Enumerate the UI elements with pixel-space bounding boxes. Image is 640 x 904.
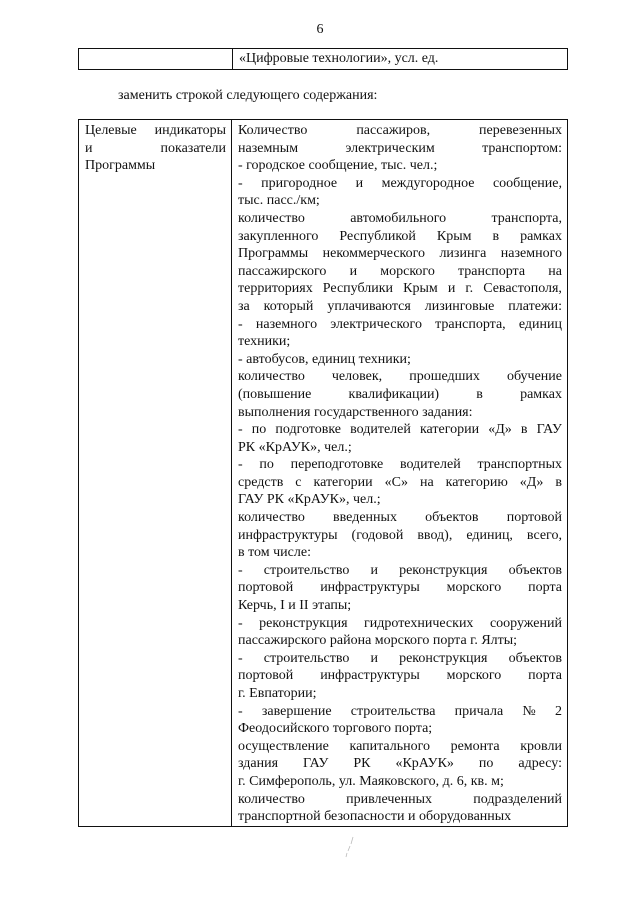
- content-word: некоммерческого: [322, 246, 426, 262]
- content-line: [238, 298, 562, 316]
- content-word: осуществление: [238, 738, 329, 754]
- content-line: [238, 280, 562, 298]
- content-word: перевезенных: [479, 123, 562, 138]
- content-word: реконструкция: [399, 650, 488, 666]
- content-word: рамках: [520, 228, 562, 244]
- content-word: транспортом:: [482, 140, 562, 156]
- content-word: переподготовке: [290, 457, 384, 473]
- content-word: порта: [528, 668, 562, 684]
- content-word: платежи:: [508, 298, 562, 314]
- content-word: территориях: [238, 281, 313, 297]
- content-word: Республикой: [339, 228, 416, 244]
- content-word: «С»: [384, 474, 408, 490]
- content-word: и: [447, 281, 456, 297]
- content-word: кровли: [520, 738, 562, 754]
- content-line: Керчь, I и II этапы;: [238, 598, 352, 614]
- content-line: - городское сообщение, тыс. чел.;: [238, 158, 438, 174]
- content-word: лизинговые: [424, 298, 495, 314]
- content-word: «Д»: [488, 422, 512, 438]
- content-word: портовой: [238, 580, 294, 596]
- content-line: г. Симферополь, ул. Маяковского, д. 6, кв. м;: [238, 773, 504, 789]
- content-word: строительство: [263, 650, 350, 666]
- content-word: Программы: [238, 246, 309, 262]
- content-word: порта: [528, 580, 562, 596]
- content-word: гидротехнических: [364, 615, 474, 631]
- content-line: [238, 456, 562, 474]
- content-line: транспортной безопасности и оборудованных: [238, 809, 512, 825]
- content-word: категории: [419, 422, 480, 438]
- content-word: в: [555, 474, 562, 490]
- content-line: [238, 650, 562, 668]
- content-word: наземного: [255, 316, 318, 332]
- content-word: транспорта,: [435, 316, 506, 332]
- content-word: здания: [238, 756, 279, 772]
- label-word: Целевые: [85, 123, 137, 138]
- content-line: [238, 140, 562, 158]
- content-word: наземным: [238, 140, 299, 156]
- content-word: строительства: [350, 703, 436, 719]
- content-word: морского: [380, 263, 435, 279]
- content-word: РК: [353, 756, 371, 772]
- page-number: 6: [316, 22, 324, 37]
- label-line: [85, 140, 226, 158]
- content-word: инфраструктуры: [320, 668, 420, 684]
- content-line: [238, 122, 562, 140]
- content-word: единиц: [518, 316, 562, 332]
- content-line: [238, 579, 562, 597]
- content-line: [238, 791, 562, 809]
- content-word: и: [349, 263, 358, 279]
- content-word: капитального: [349, 738, 430, 754]
- content-word: количество: [238, 791, 305, 807]
- content-word: подразделений: [473, 791, 562, 807]
- content-word: адресу:: [518, 756, 562, 772]
- content-word: уплачиваются: [327, 298, 411, 314]
- indicators-label-cell: [79, 120, 232, 827]
- content-word: с: [295, 474, 302, 490]
- content-line: [238, 474, 562, 492]
- content-line: [238, 509, 562, 527]
- content-word: средств: [238, 474, 284, 490]
- content-word: объектов: [508, 562, 562, 578]
- content-line: в том числе:: [238, 545, 311, 561]
- content-word: г.: [465, 281, 474, 297]
- content-word: электрическим: [345, 140, 435, 156]
- content-word: в: [520, 422, 528, 438]
- content-word: -: [238, 615, 243, 631]
- content-word: -: [238, 422, 243, 438]
- content-line: [238, 755, 562, 773]
- content-word: -: [238, 457, 243, 473]
- label-word: показатели: [160, 140, 226, 156]
- content-word: человек,: [331, 369, 383, 385]
- content-line: тыс. пасс./км;: [238, 193, 320, 209]
- content-word: и: [370, 650, 378, 666]
- content-word: -: [238, 316, 243, 332]
- content-line: [238, 386, 562, 404]
- content-line: [238, 316, 562, 334]
- content-word: транспорта,: [491, 210, 562, 226]
- content-word: междугородное: [381, 175, 475, 191]
- content-word: портовой: [506, 510, 562, 526]
- content-word: Крым: [403, 281, 438, 297]
- content-line: [238, 615, 562, 633]
- content-word: реконструкция: [399, 562, 488, 578]
- content-line: РК «КрАУК», чел.;: [238, 439, 352, 455]
- content-word: подготовке: [275, 422, 341, 438]
- content-word: инфраструктуры: [238, 527, 338, 543]
- content-line: [238, 421, 562, 439]
- content-line: выполнения государственного задания:: [238, 404, 473, 420]
- content-word: транспорта: [458, 263, 526, 279]
- content-word: квалификации): [348, 386, 440, 402]
- content-word: ГАУ: [303, 756, 329, 772]
- content-word: количество: [238, 510, 305, 526]
- content-line: [238, 703, 562, 721]
- content-line: [238, 228, 562, 246]
- content-word: №: [522, 703, 536, 719]
- pen-mark: [344, 836, 356, 858]
- content-word: по: [251, 422, 267, 438]
- content-word: (повышение: [238, 386, 312, 402]
- content-word: Севастополя,: [483, 281, 562, 297]
- content-word: водителей: [399, 457, 461, 473]
- content-line: [238, 263, 562, 281]
- content-line: [238, 368, 562, 386]
- top-row-right-cell: «Цифровые технологии», усл. ед.: [233, 49, 568, 70]
- content-word: по: [259, 457, 274, 473]
- top-table-row: [78, 48, 568, 70]
- content-word: по: [478, 756, 494, 772]
- content-line: ГАУ РК «КрАУК», чел.;: [238, 492, 381, 508]
- content-line: [238, 738, 562, 756]
- content-word: автомобильного: [350, 210, 447, 226]
- content-word: пассажирского: [238, 263, 327, 279]
- content-word: водителей: [350, 422, 411, 438]
- content-word: ввод),: [417, 527, 453, 543]
- content-word: и: [370, 562, 378, 578]
- content-word: строительство: [263, 562, 350, 578]
- content-word: который: [263, 298, 314, 314]
- content-word: 2: [554, 703, 562, 719]
- content-word: привлеченных: [346, 791, 433, 807]
- content-word: -: [238, 650, 243, 666]
- content-word: количество: [238, 210, 305, 226]
- content-line: [238, 527, 562, 545]
- content-line: [238, 175, 562, 193]
- label-line: [85, 122, 226, 140]
- content-line: Феодосийского торгового порта;: [238, 721, 433, 737]
- content-word: (годовой: [351, 527, 404, 543]
- content-word: транспортных: [477, 457, 562, 473]
- content-word: единиц,: [466, 527, 513, 543]
- content-word: и: [355, 175, 364, 191]
- content-word: в: [492, 228, 500, 244]
- content-word: наземного: [500, 246, 562, 262]
- content-word: количество: [238, 369, 305, 385]
- content-word: на: [548, 263, 562, 279]
- top-row-left-cell: [79, 49, 233, 70]
- content-word: инфраструктуры: [320, 580, 420, 596]
- replace-instruction: заменить строкой следующего содержания:: [118, 88, 378, 103]
- content-word: за: [238, 298, 250, 314]
- content-word: ГАУ: [536, 422, 562, 438]
- content-line: [238, 667, 562, 685]
- label-word: и: [85, 140, 93, 156]
- content-word: объектов: [508, 650, 562, 666]
- content-word: сооружений: [489, 615, 562, 631]
- content-word: всего,: [526, 527, 562, 543]
- content-word: завершение: [261, 703, 332, 719]
- indicators-table: [78, 119, 568, 827]
- content-word: обучение: [506, 369, 562, 385]
- content-word: -: [238, 703, 243, 719]
- content-word: сообщение,: [492, 175, 562, 191]
- content-word: электрического: [330, 316, 422, 332]
- content-word: -: [238, 562, 243, 578]
- content-word: пассажиров,: [356, 123, 431, 138]
- content-word: объектов: [425, 510, 479, 526]
- label-word: индикаторы: [154, 123, 226, 138]
- content-word: прошедших: [409, 369, 480, 385]
- content-word: в: [476, 386, 483, 402]
- content-line: г. Евпатории;: [238, 686, 317, 701]
- content-line: - автобусов, единиц техники;: [238, 351, 411, 367]
- content-word: рамках: [520, 386, 562, 402]
- content-word: закупленного: [238, 228, 319, 244]
- label-line: Программы: [85, 158, 156, 174]
- content-word: портовой: [238, 668, 294, 684]
- content-line: [238, 210, 562, 228]
- content-word: морского: [446, 668, 502, 684]
- indicators-content-cell: [232, 120, 568, 827]
- content-word: «Д»: [519, 474, 544, 490]
- content-word: Крым: [436, 228, 472, 244]
- content-word: категории: [313, 474, 373, 490]
- content-line: пассажирского района морского порта г. Ялты;: [238, 633, 518, 649]
- content-word: категорию: [445, 474, 508, 490]
- content-word: морского: [446, 580, 502, 596]
- content-word: Количество: [238, 123, 308, 138]
- content-word: реконструкция: [259, 615, 348, 631]
- content-word: ремонта: [450, 738, 500, 754]
- content-word: пригородное: [261, 175, 338, 191]
- content-word: -: [238, 175, 243, 191]
- content-word: причала: [454, 703, 504, 719]
- content-word: «КрАУК»: [395, 756, 454, 772]
- content-word: Республики: [322, 281, 394, 297]
- content-word: введенных: [333, 510, 397, 526]
- content-line: [238, 562, 562, 580]
- content-word: на: [419, 474, 434, 490]
- content-line: [238, 245, 562, 263]
- content-word: лизинга: [439, 246, 487, 262]
- content-line: техники;: [238, 334, 291, 350]
